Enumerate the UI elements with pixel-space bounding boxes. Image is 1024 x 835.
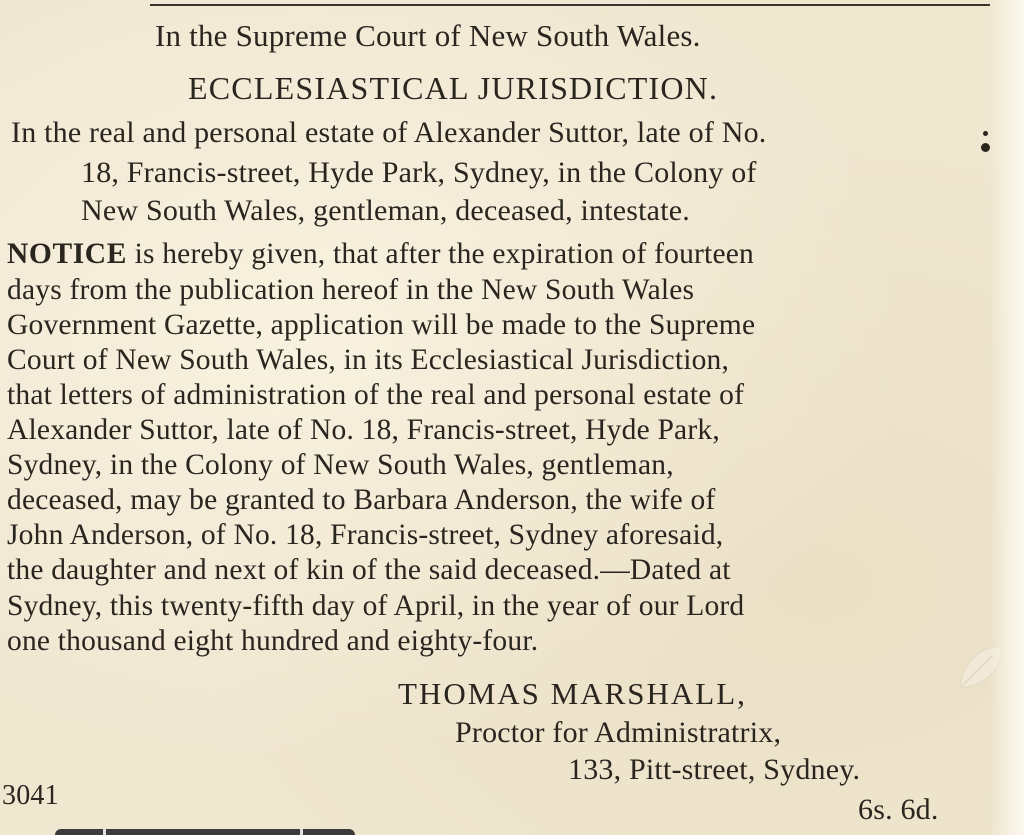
top-rule bbox=[150, 4, 990, 6]
notice-word: NOTICE bbox=[7, 238, 127, 270]
notice-body-line: Court of New South Wales, in its Ecclesiastical Jurisdiction, bbox=[7, 344, 730, 376]
viewer-tab-strip[interactable] bbox=[55, 829, 355, 835]
ink-speck bbox=[983, 131, 988, 136]
notice-body-line-1-rest: is hereby given, that after the expiration of fourteen bbox=[127, 238, 754, 270]
notice-body-line: Alexander Suttor, late of No. 18, Francis-street, Hyde Park, bbox=[7, 414, 720, 446]
notice-body-line: days from the publication hereof in the New South Wales bbox=[7, 274, 695, 306]
estate-line-2: 18, Francis-street, Hyde Park, Sydney, in the Colony of bbox=[81, 156, 757, 189]
court-heading: In the Supreme Court of New South Wales. bbox=[155, 18, 701, 53]
notice-body-line: Sydney, in the Colony of New South Wales, gentleman, bbox=[7, 449, 674, 481]
reference-number: 3041 bbox=[2, 780, 59, 811]
signature-address: 133, Pitt-street, Sydney. bbox=[568, 753, 861, 786]
notice-body-line-1 bbox=[7, 240, 754, 270]
jurisdiction-heading: ECCLESIASTICAL JURISDICTION. bbox=[188, 70, 719, 106]
signature-name: THOMAS MARSHALL, bbox=[398, 676, 747, 711]
signature-title: Proctor for Administratrix, bbox=[455, 716, 782, 749]
notice-body-line: the daughter and next of kin of the said deceased.—Dated at bbox=[7, 554, 731, 586]
notice-body-line: John Anderson, of No. 18, Francis-street, Sydney aforesaid, bbox=[7, 519, 724, 551]
notice-body-line: Sydney, this twenty-fifth day of April, in the year of our Lord bbox=[7, 590, 745, 622]
notice-body-line: Government Gazette, application will be made to the Supreme bbox=[7, 309, 756, 341]
notice-body-line: one thousand eight hundred and eighty-four. bbox=[7, 625, 539, 657]
ink-speck bbox=[981, 143, 990, 152]
notice-body-line: deceased, may be granted to Barbara Anderson, the wife of bbox=[7, 484, 716, 516]
page-edge bbox=[990, 0, 1024, 835]
notice-body-line: that letters of administration of the real and personal estate of bbox=[7, 379, 745, 411]
fee-amount: 6s. 6d. bbox=[858, 793, 939, 826]
estate-line-3: New South Wales, gentleman, deceased, intestate. bbox=[81, 194, 690, 227]
estate-line-1: In the real and personal estate of Alexander Suttor, late of No. bbox=[11, 116, 767, 149]
